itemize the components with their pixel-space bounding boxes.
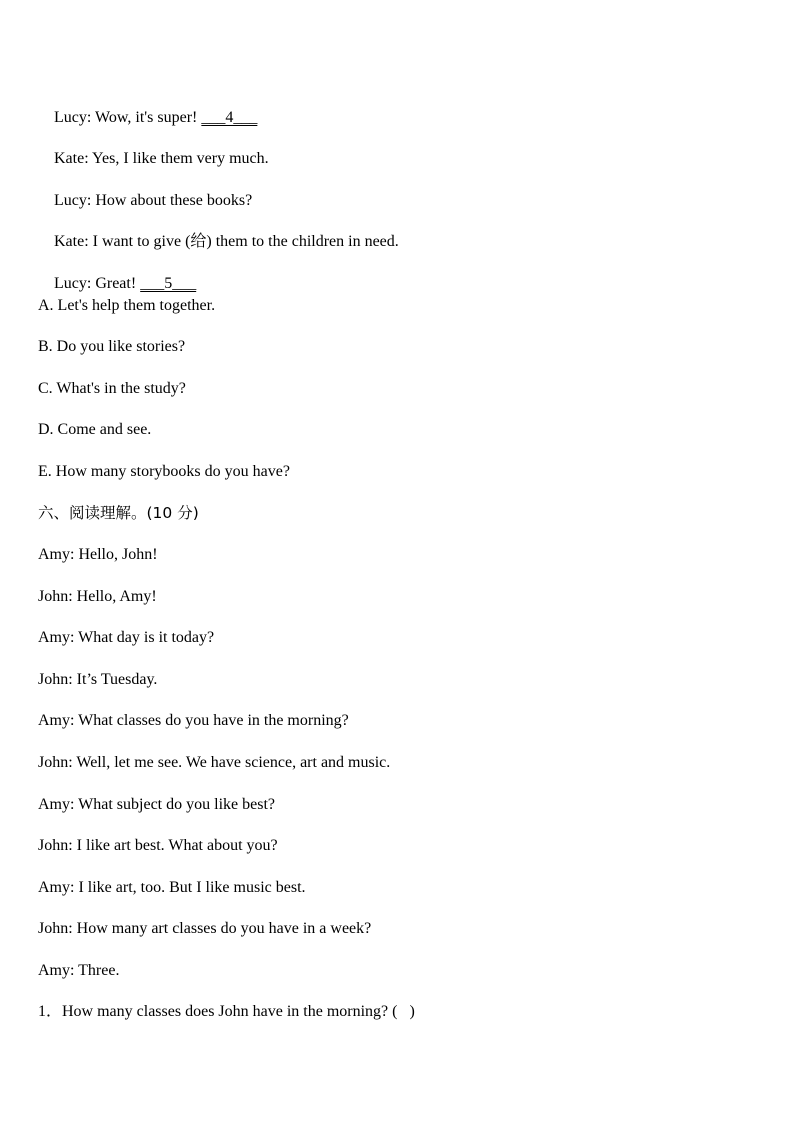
option-c: C. What's in the study? xyxy=(38,380,186,397)
reading-line: Amy: Three. xyxy=(38,962,120,979)
dialogue-line-lucy-3: Lucy: Great! ___5___ xyxy=(54,275,197,292)
dialogue-line-kate-1: Kate: Yes, I like them very much. xyxy=(54,150,269,167)
reading-line: Amy: What classes do you have in the morning? xyxy=(38,712,349,729)
reading-line: John: I like art best. What about you? xyxy=(38,837,278,854)
reading-line: Amy: What day is it today? xyxy=(38,629,215,646)
option-b: B. Do you like stories? xyxy=(38,338,186,355)
answer-blank-4: ___4___ xyxy=(201,109,258,126)
question-1: 1．How many classes does John have in the morning? ( ) xyxy=(38,1003,415,1020)
answer-blank-5: ___5___ xyxy=(140,275,197,292)
option-a: A. Let's help them together. xyxy=(38,297,216,314)
dialogue-line-lucy-1: Lucy: Wow, it's super! ___4___ xyxy=(54,109,258,126)
reading-line: Amy: Hello, John! xyxy=(38,546,158,563)
reading-line: John: It’s Tuesday. xyxy=(38,671,158,688)
option-d: D. Come and see. xyxy=(38,421,152,438)
dialogue-line-kate-2: Kate: I want to give (给) them to the children in need. xyxy=(54,233,399,250)
reading-line: John: Well, let me see. We have science, art and music. xyxy=(38,754,391,771)
dialogue-line-lucy-2: Lucy: How about these books? xyxy=(54,192,253,209)
section-heading: 六、阅读理解。(10 分) xyxy=(38,504,199,522)
reading-line: Amy: I like art, too. But I like music best. xyxy=(38,879,306,896)
reading-line: Amy: What subject do you like best? xyxy=(38,796,275,813)
reading-line: John: Hello, Amy! xyxy=(38,588,157,605)
reading-line: John: How many art classes do you have in a week? xyxy=(38,920,372,937)
option-e: E. How many storybooks do you have? xyxy=(38,463,290,480)
